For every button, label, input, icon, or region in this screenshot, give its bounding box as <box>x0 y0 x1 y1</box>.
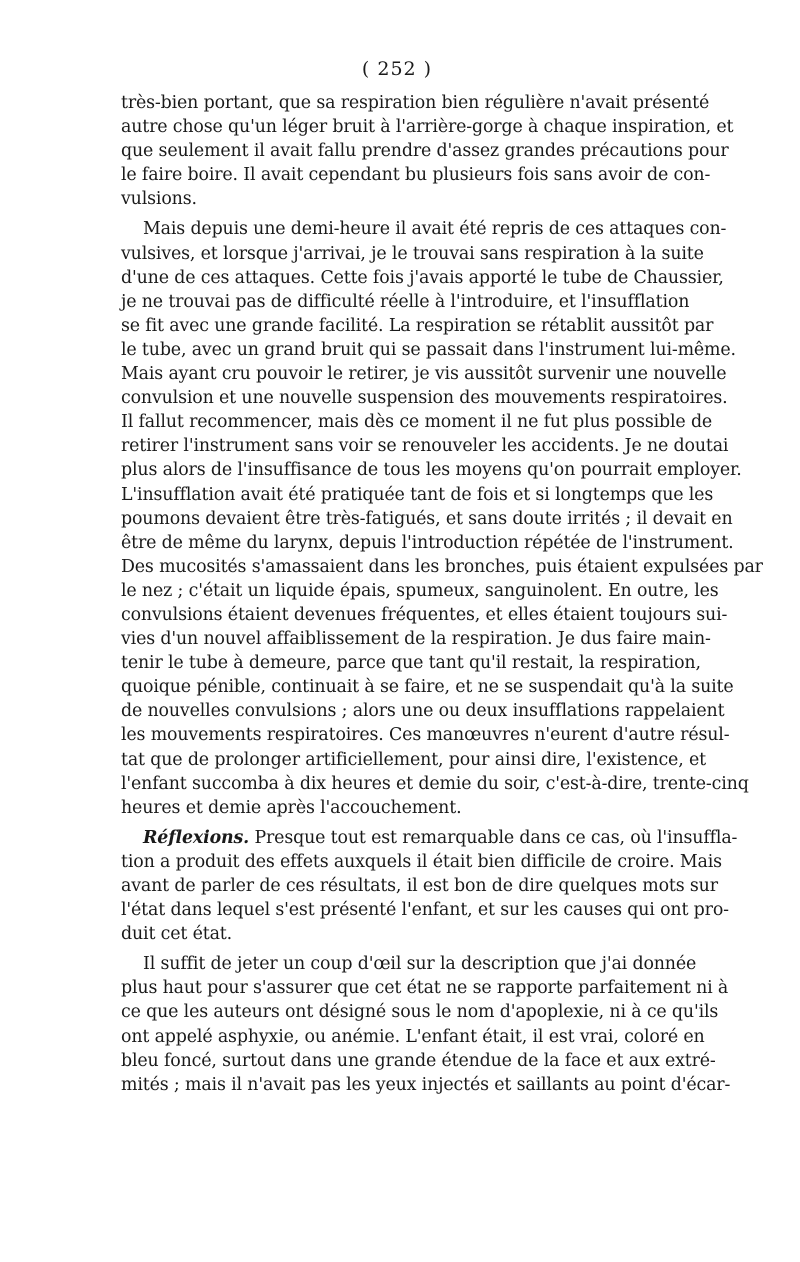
body-text <box>121 91 763 1097</box>
text-line: tat que de prolonger artificiellement, pour ainsi dire, l'existence, et <box>121 749 706 770</box>
text-line: Des mucosités s'amassaient dans les bronches, puis étaient expulsées par <box>121 556 763 577</box>
text-line: vulsions. <box>121 189 197 210</box>
text-line: plus haut pour s'assurer que cet état ne se rapporte parfaitement ni à <box>121 978 729 999</box>
text-line: je ne trouvai pas de difficulté réelle à l'introduire, et l'insufflation <box>121 291 690 312</box>
text-line: tion a produit des effets auxquels il était bien difficile de croire. Mais <box>121 851 722 872</box>
text-line: Mais depuis une demi-heure il avait été repris de ces attaques con- <box>143 219 727 240</box>
text-line: autre chose qu'un léger bruit à l'arrière-gorge à chaque inspiration, et <box>121 117 734 138</box>
text-line: Mais ayant cru pouvoir le retirer, je vis aussitôt survenir une nouvelle <box>121 364 727 385</box>
text-line: poumons devaient être très-fatigués, et sans doute irrités ; il devait en <box>121 508 733 529</box>
text-line: l'état dans lequel s'est présenté l'enfant, et sur les causes qui ont pro- <box>121 900 729 921</box>
text-line: les mouvements respiratoires. Ces manœuvres n'eurent d'autre résul- <box>121 725 730 746</box>
text-line: le faire boire. Il avait cependant bu plusieurs fois sans avoir de con- <box>121 165 711 186</box>
text-line: plus alors de l'insuffisance de tous les moyens qu'on pourrait employer. <box>121 460 742 481</box>
line-text: Presque tout est remarquable dans ce cas, où l'insuffla- <box>249 827 738 848</box>
text-line: ont appelé asphyxie, ou anémie. L'enfant était, il est vrai, coloré en <box>121 1026 705 1047</box>
text-line: de nouvelles convulsions ; alors une ou deux insufflations rappelaient <box>121 701 725 722</box>
text-line: bleu foncé, surtout dans une grande étendue de la face et aux extré- <box>121 1050 716 1071</box>
text-line: le tube, avec un grand bruit qui se passait dans l'instrument lui-même. <box>121 339 736 360</box>
text-line: le nez ; c'était un liquide épais, spumeux, sanguinolent. En outre, les <box>121 580 719 601</box>
page <box>121 55 763 1097</box>
text-line: vies d'un nouvel affaiblissement de la respiration. Je dus faire main- <box>121 629 711 650</box>
text-line: que seulement il avait fallu prendre d'assez grandes précautions pour <box>121 141 729 162</box>
paragraph <box>121 952 731 1097</box>
text-line: vulsives, et lorsque j'arrivai, je le trouvai sans respiration à la suite <box>121 243 704 264</box>
text-line <box>121 826 738 850</box>
text-line: Il fallut recommencer, mais dès ce moment il ne fut plus possible de <box>121 412 713 433</box>
section-lead: Réflexions. <box>143 827 250 848</box>
text-line: L'insufflation avait été pratiquée tant de fois et si longtemps que les <box>121 484 714 505</box>
page-number: ( 252 ) <box>361 58 433 80</box>
text-line: tenir le tube à demeure, parce que tant qu'il restait, la respiration, <box>121 653 701 674</box>
text-line: quoique pénible, continuait à se faire, et ne se suspendait qu'à la suite <box>121 677 734 698</box>
text-line: se fit avec une grande facilité. La respiration se rétablit aussitôt par <box>121 315 714 336</box>
text-line: très-bien portant, que sa respiration bien régulière n'avait présenté <box>121 93 710 113</box>
text-line: d'une de ces attaques. Cette fois j'avais apporté le tube de Chaussier, <box>121 267 724 288</box>
paragraph <box>121 826 738 946</box>
text-line: être de même du larynx, depuis l'introduction répétée de l'instrument. <box>121 532 734 553</box>
paragraph <box>121 91 734 211</box>
text-line: avant de parler de ces résultats, il est bon de dire quelques mots sur <box>121 876 718 896</box>
text-line: mités ; mais il n'avait pas les yeux injectés et saillants au point d'écar- <box>121 1074 731 1095</box>
text-line: heures et demie après l'accouchement. <box>121 797 462 818</box>
text-line: convulsion et une nouvelle suspension des mouvements respiratoires. <box>121 388 728 409</box>
text-line: duit cet état. <box>121 924 233 945</box>
text-line: convulsions étaient devenues fréquentes, et elles étaient toujours sui- <box>121 604 728 625</box>
text-line: retirer l'instrument sans voir se renouveler les accidents. Je ne doutai <box>121 436 729 457</box>
text-line: l'enfant succomba à dix heures et demie du soir, c'est-à-dire, trente-cinq <box>121 773 749 794</box>
text-line: ce que les auteurs ont désigné sous le nom d'apoplexie, ni à ce qu'ils <box>121 1002 719 1023</box>
text-line: Il suffit de jeter un coup d'œil sur la description que j'ai donnée <box>143 954 697 975</box>
paragraph <box>121 217 763 819</box>
